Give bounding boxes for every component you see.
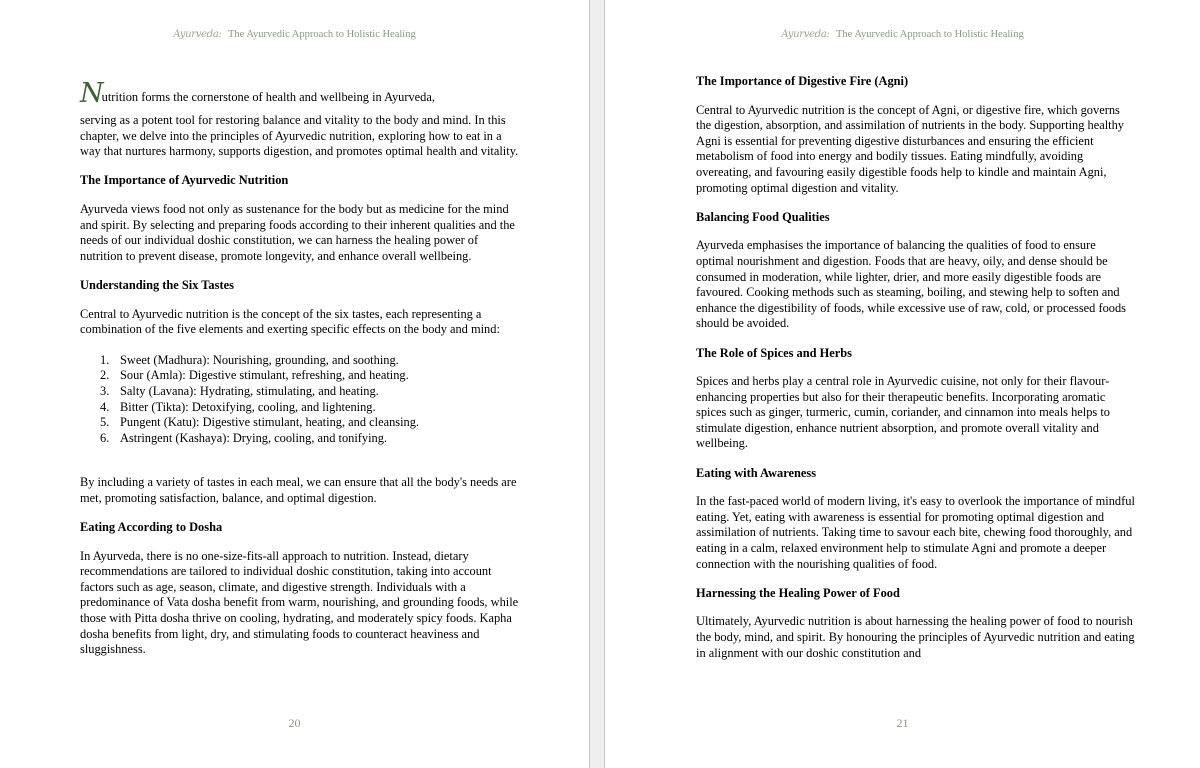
header-brand: Ayurveda:: [781, 29, 830, 40]
header-brand: Ayurveda:: [173, 29, 222, 40]
list-number: 3.: [100, 383, 110, 398]
page-21: [605, 0, 1200, 768]
page-20: [0, 0, 589, 768]
page-number: 20: [288, 716, 301, 730]
section-paragraph: Central to Ayurvedic nutrition is the concept of the six tastes, each representing a combination of the five elements and exerting specific effects on the body and mind:: [80, 306, 500, 337]
header-title: The Ayurvedic Approach to Holistic Healing: [836, 29, 1024, 40]
section-paragraph: By including a variety of tastes in each meal, we can ensure that all the body's needs are met, promoting satisfaction, balance, and optimal digestion.: [80, 475, 517, 505]
list-item: [80, 368, 520, 384]
section-paragraph: Central to Ayurvedic nutrition is the concept of Agni, or digestive fire, which governs the digestion, absorption, and assimilation of nutrients in the body. Supporting healthy Agni is essential for preventing digestive disturbances and ensuring the efficient metabolism of food into energy and bodily tissues. Eating mindfully, avoiding overeating, and favouring easily digestible foods help to kindle and maintain Agni, promoting optimal digestion and vitality.: [696, 102, 1124, 195]
list-item: [80, 400, 520, 416]
section-heading: Eating with Awareness: [696, 465, 817, 480]
list-number: 2.: [100, 368, 110, 383]
list-item-text: Sour (Amla): Digestive stimulant, refreshing, and heating.: [120, 368, 409, 383]
section-heading: The Role of Spices and Herbs: [696, 345, 852, 360]
section-paragraph: Ultimately, Ayurvedic nutrition is about harnessing the healing power of food to nourish the body, mind, and spirit. By honouring the principles of Ayurvedic nutrition and eating in alignment with our doshic constitution and: [696, 614, 1135, 660]
list-item-text: Astringent (Kashaya): Drying, cooling, and tonifying.: [120, 430, 388, 445]
section-paragraph: Ayurveda emphasises the importance of balancing the qualities of food to ensure optimal nourishment and digestion. Foods that are heavy, oily, and dense should be consumed in moderation, while lighter, drier, and more easily digestible foods are favoured. Cooking methods such as steaming, boiling, and stewing help to soften and enhance the digestibility of foods, while excessive use of raw, cold, or processed foods should be avoided.: [696, 238, 1126, 331]
section-heading: The Importance of Ayurvedic Nutrition: [80, 173, 289, 188]
section-heading: The Importance of Digestive Fire (Agni): [696, 74, 909, 88]
section-paragraph: In Ayurveda, there is no one-size-fits-all approach to nutrition. Instead, dietary recommendations are tailored to individual doshic constitution, taking into account factors such as age, season, climate, and digestive strength. Individuals with a predominance of Vata dosha benefit from warm, nourishing, and grounding foods, while those with Pitta dosha thrive on cooling, hydrating, and moderately spicy foods. Kapha dosha benefits from light, dry, and stimulating foods to counteract heaviness and sluggishness.: [80, 548, 519, 657]
intro-paragraph: serving as a potent tool for restoring balance and vitality to the body and mind. In this chapter, we delve into the principles of Ayurvedic nutrition, exploring how to eat in a way that nurtures harmony, supports digestion, and promotes optimal health and vitality.: [80, 113, 519, 159]
list-number: 5.: [100, 415, 110, 430]
list-item-text: Sweet (Madhura): Nourishing, grounding, and soothing.: [120, 352, 399, 367]
list-item-text: Pungent (Katu): Digestive stimulant, heating, and cleansing.: [120, 415, 420, 430]
list-item: [80, 415, 520, 431]
page-content: [696, 74, 1136, 675]
list-item: [80, 353, 520, 369]
drop-cap: N: [80, 78, 100, 109]
section-paragraph: Ayurveda views food not only as sustenance for the body but as medicine for the mind and spirit. By selecting and preparing foods according to their inherent qualities and the needs of our individual doshic constitution, we can harness the healing power of nutrition to prevent disease, promote longevity, and enhance overall wellbeing.: [80, 201, 515, 263]
list-item: [80, 431, 520, 447]
list-number: 6.: [100, 430, 110, 445]
list-number: 4.: [100, 399, 110, 414]
section-paragraph: In the fast-paced world of modern living, it's easy to overlook the importance of mindful eating. Yet, eating with awareness is essential for promoting optimal digestion and assimilation of nutrients. Taking time to savour each bite, chewing food thoroughly, and eating in a calm, relaxed environment help to stimulate Agni and promote a deeper connection with the nourishing qualities of food.: [696, 494, 1135, 571]
section-heading: Eating According to Dosha: [80, 520, 223, 535]
list-item: [80, 384, 520, 400]
section-heading: Balancing Food Qualities: [696, 209, 830, 224]
section-heading: Harnessing the Healing Power of Food: [696, 585, 900, 600]
six-tastes-list: [80, 353, 520, 447]
page-number: 21: [896, 716, 909, 730]
intro-first-line-text: utrition forms the cornerstone of health and wellbeing in Ayurveda,: [101, 90, 435, 104]
section-paragraph: Spices and herbs play a central role in Ayurvedic cuisine, not only for their flavour-enhancing properties but also for their therapeutic benefits. Incorporating aromatic spices such as ginger, turmeric, cumin, coriander, and cinnamon into meals helps to stimulate digestion, enhance nutrient absorption, and promote overall vitality and wellbeing.: [696, 374, 1110, 451]
running-header: [605, 29, 1200, 40]
spacer: [80, 460, 520, 475]
page-gutter: [589, 0, 605, 768]
running-header: [0, 29, 589, 40]
list-item-text: Bitter (Tikta): Detoxifying, cooling, and lightening.: [120, 399, 376, 414]
intro-first-line: [80, 79, 520, 112]
list-number: 1.: [100, 352, 110, 367]
list-item-text: Salty (Lavana): Hydrating, stimulating, and heating.: [120, 383, 379, 398]
section-heading: Understanding the Six Tastes: [80, 277, 234, 292]
header-title: The Ayurvedic Approach to Holistic Healing: [228, 29, 416, 40]
page-content: [80, 79, 520, 671]
